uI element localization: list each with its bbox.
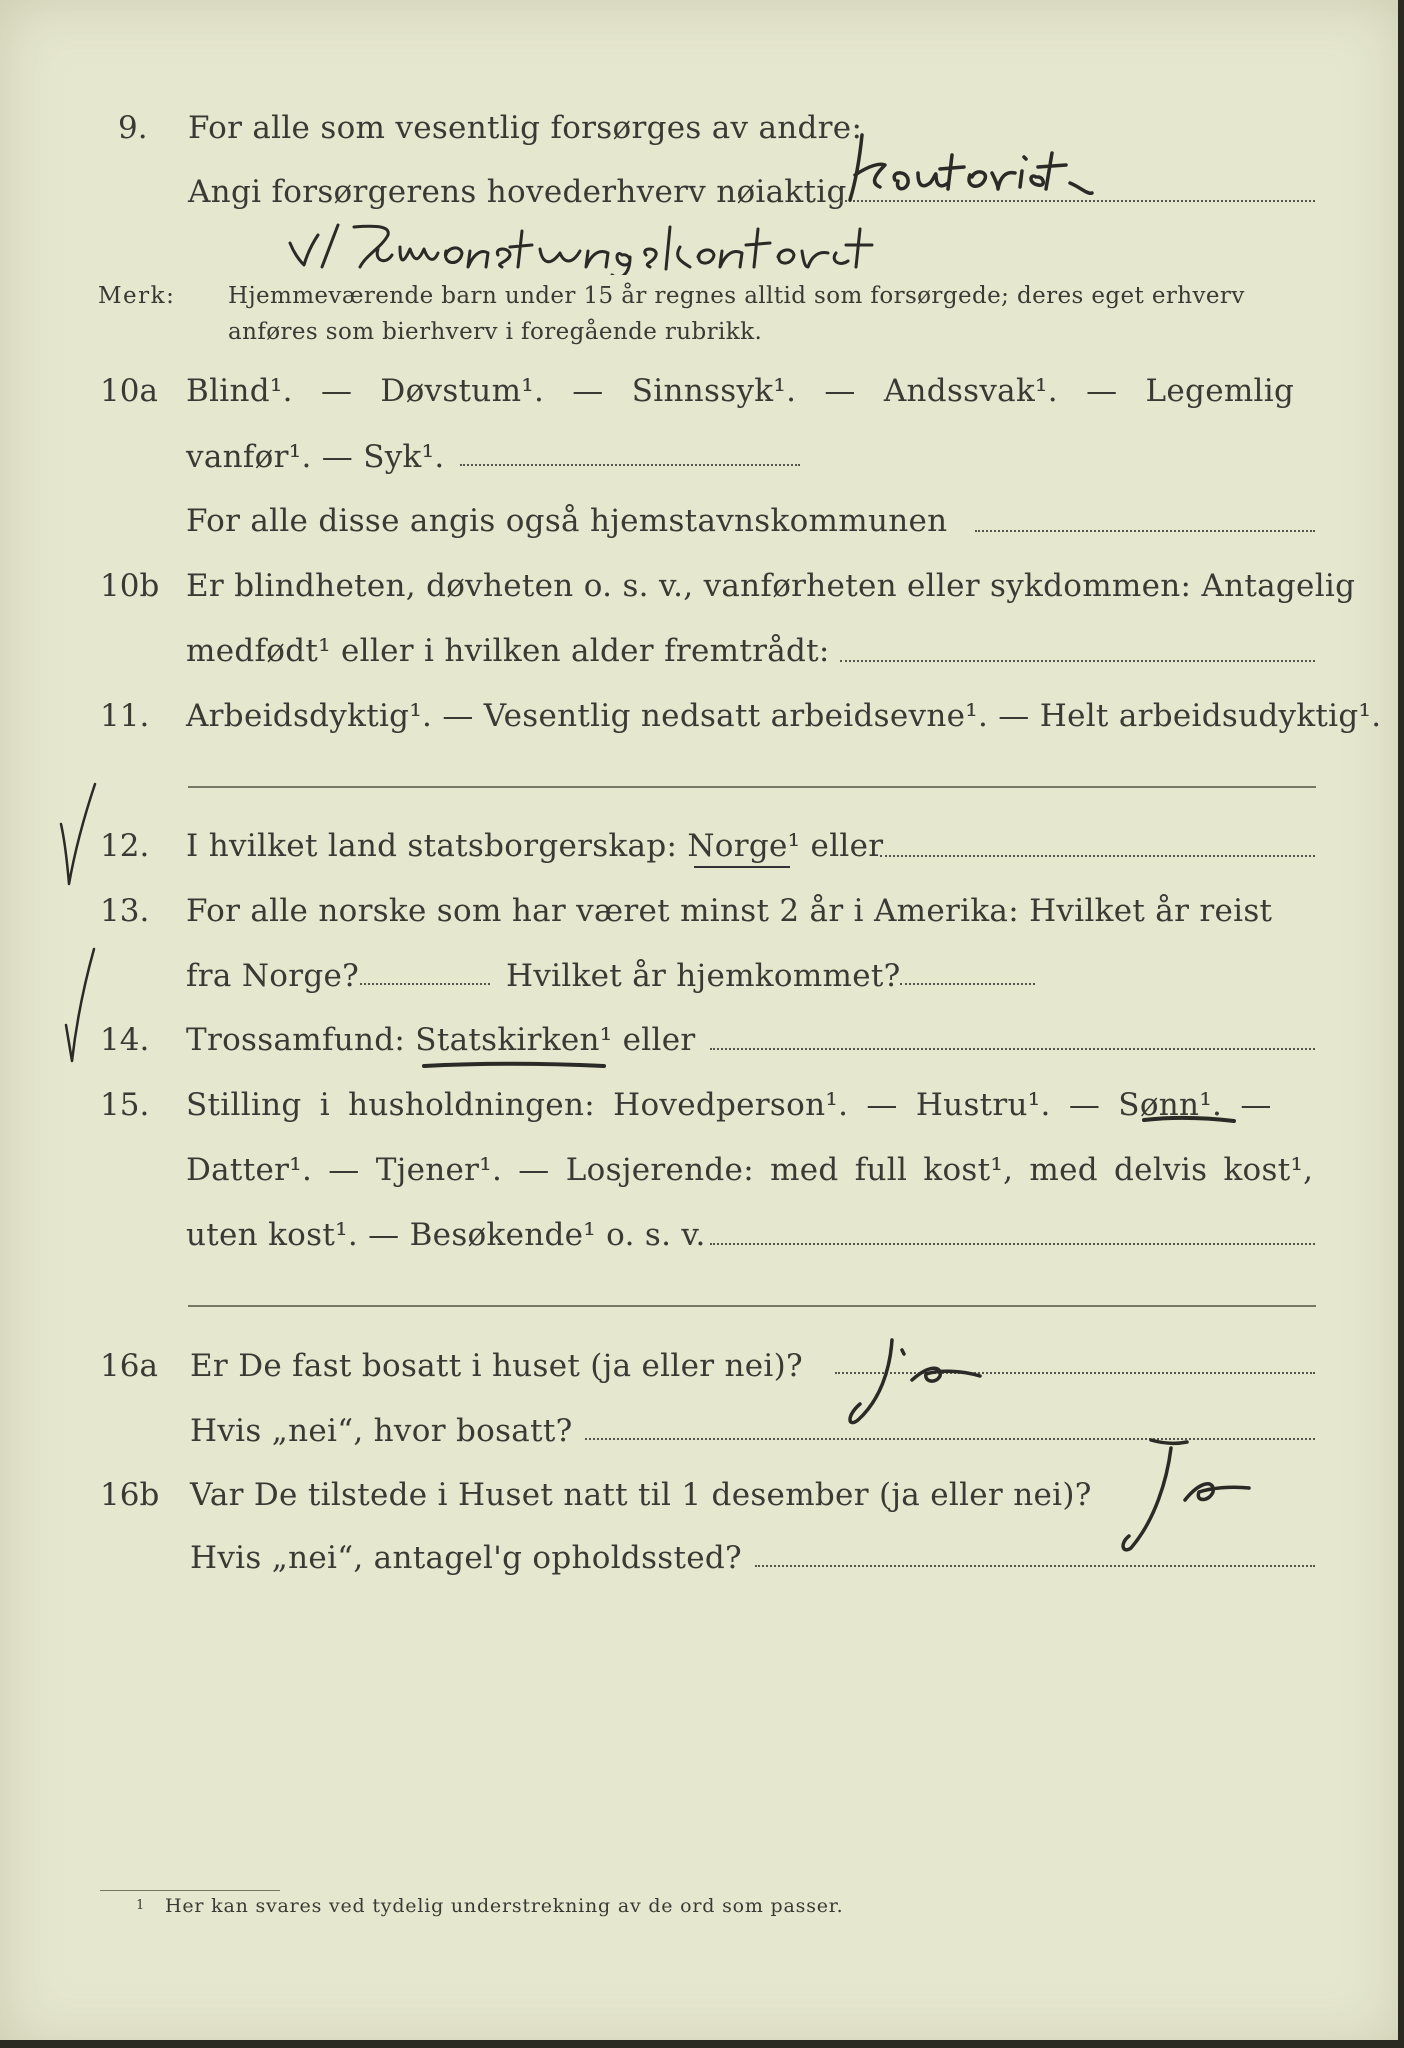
handwritten-answer-yes	[1115, 1430, 1275, 1560]
answer-line	[975, 530, 1315, 532]
question-number: 11.	[100, 698, 150, 734]
answer-underline	[420, 1058, 610, 1072]
question-number: 10b	[100, 568, 160, 604]
question-text: fra Norge?	[186, 958, 360, 994]
question-text: Blind¹. — Døvstum¹. — Sinnssyk¹. — Andssvak¹. — Legemlig	[186, 373, 1295, 409]
question-number: 16b	[100, 1477, 160, 1513]
answer-line	[900, 983, 1035, 985]
answer-line	[460, 464, 800, 466]
question-text: Trossamfund: Statskirken¹ eller	[186, 1022, 696, 1058]
question-text: vanfør¹. — Syk¹.	[186, 439, 445, 475]
answer-line	[188, 786, 1316, 788]
question-text: Datter¹. — Tjener¹. — Losjerende: med full kost¹, med delvis kost¹,	[186, 1152, 1314, 1188]
answer-line	[880, 855, 1315, 857]
note-text: Hjemmeværende barn under 15 år regnes alltid som forsørgede; deres eget erhverv	[228, 283, 1245, 309]
scan-edge	[1398, 0, 1404, 2048]
question-text: Hvilket år hjemkommet?	[506, 958, 901, 994]
note-text: anføres som bierhverv i foregående rubrikk.	[228, 319, 763, 345]
question-text: For alle som vesentlig forsørges av andre:	[188, 110, 863, 146]
question-number: 9.	[118, 110, 148, 146]
answer-line	[755, 1565, 1315, 1567]
question-number: 14.	[100, 1022, 150, 1058]
question-text: Angi forsørgerens hovederhverv nøiaktig	[188, 174, 847, 210]
footnote-mark: 1	[136, 1898, 145, 1913]
answer-line	[188, 1305, 1316, 1307]
answer-line	[835, 1372, 1315, 1374]
question-text: medfødt¹ eller i hvilken alder fremtrådt:	[186, 633, 830, 669]
footnote-rule	[100, 1890, 280, 1891]
answer-line	[840, 660, 1315, 662]
question-text: For alle disse angis også hjemstavnskommunen	[186, 503, 948, 539]
question-number: 15.	[100, 1087, 150, 1123]
question-text: Var De tilstede i Huset natt til 1 desember (ja eller nei)?	[190, 1477, 1092, 1513]
question-text: Stilling i husholdningen: Hovedperson¹. — Hustru¹. — Sønn¹. —	[186, 1087, 1272, 1123]
scan-edge	[0, 2040, 1404, 2048]
question-text: Arbeidsdyktig¹. — Vesentlig nedsatt arbeidsevne¹. — Helt arbeidsudyktig¹.	[186, 698, 1382, 734]
footnote-text: Her kan svares ved tydelig understrekning av de ord som passer.	[165, 1895, 844, 1917]
handwritten-answer-yes	[830, 1320, 1010, 1430]
answer-line	[710, 1243, 1315, 1245]
question-text: Hvis „nei“, antagel'g opholdssted?	[190, 1540, 742, 1576]
answer-underline	[694, 866, 790, 868]
question-number: 16a	[100, 1348, 158, 1384]
question-text: Hvis „nei“, hvor bosatt?	[190, 1413, 573, 1449]
question-text: For alle norske som har været minst 2 år i Amerika: Hvilket år reist	[186, 893, 1273, 929]
question-text: Er De fast bosatt i huset (ja eller nei)?	[190, 1348, 803, 1384]
question-text: uten kost¹. — Besøkende¹ o. s. v.	[186, 1217, 706, 1253]
answer-line	[360, 983, 490, 985]
question-number: 12.	[100, 828, 150, 864]
question-number: 13.	[100, 893, 150, 929]
note-label: Merk:	[98, 283, 176, 309]
question-number: 10a	[100, 373, 158, 409]
answer-line	[710, 1048, 1315, 1050]
question-text: I hvilket land statsborgerskap: Norge¹ eller	[186, 828, 884, 864]
question-text: Er blindheten, døvheten o. s. v., vanførheten eller sykdommen: Antagelig	[186, 568, 1356, 604]
answer-line	[585, 1438, 1315, 1440]
